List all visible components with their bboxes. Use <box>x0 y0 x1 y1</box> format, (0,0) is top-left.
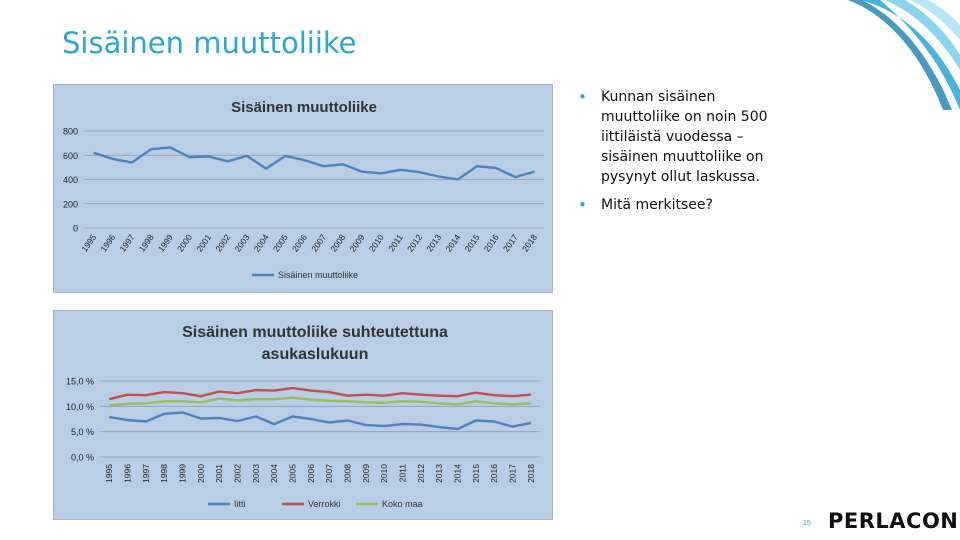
x-tick-label: 2000 <box>175 232 195 254</box>
x-tick-label: 1995 <box>79 232 99 254</box>
x-tick-label: 2011 <box>386 232 405 254</box>
x-tick-label: 2004 <box>269 464 280 483</box>
y-tick-label: 15,0 % <box>65 376 94 387</box>
x-tick-label: 2010 <box>379 464 390 483</box>
x-tick-label: 2009 <box>347 232 367 254</box>
x-tick-label: 2007 <box>309 232 329 254</box>
x-tick-label: 2001 <box>214 464 225 483</box>
x-tick-label: 1998 <box>136 232 156 254</box>
series-line <box>109 412 531 429</box>
x-tick-label: 2007 <box>324 464 335 483</box>
x-tick-label: 2015 <box>462 232 482 254</box>
x-tick-label: 2005 <box>270 232 290 254</box>
bullet-dot-icon: • <box>578 88 587 106</box>
series-line <box>94 147 535 179</box>
x-tick-label: 1996 <box>122 464 133 483</box>
y-tick-label: 600 <box>62 150 78 161</box>
x-tick-label: 2004 <box>251 232 271 254</box>
x-tick-label: 2013 <box>424 232 444 254</box>
x-tick-label: 2012 <box>405 232 425 254</box>
x-tick-label: 1998 <box>159 464 170 483</box>
x-tick-label: 2017 <box>500 232 520 254</box>
y-tick-label: 0,0 % <box>70 452 94 463</box>
x-tick-label: 1997 <box>117 232 137 254</box>
corner-swoosh-decoration <box>840 0 960 110</box>
legend-label: Iitti <box>234 499 246 509</box>
chart-migration-per-population-svg <box>54 311 552 519</box>
chart-internal-migration-svg <box>54 85 552 292</box>
x-tick-label: 2008 <box>328 232 348 254</box>
y-tick-label: 400 <box>62 175 78 185</box>
legend-label: Koko maa <box>382 499 423 509</box>
chart-migration-per-population <box>53 310 553 520</box>
company-logo: PERLACON <box>828 509 959 533</box>
x-tick-label: 2002 <box>232 464 243 483</box>
x-tick-label: 2002 <box>213 232 233 254</box>
bullet-text: Kunnan sisäinen muuttoliike on noin 500 iittiläistä vuodessa – sisäinen muuttoliike on pysynyt ollut laskussa. <box>601 89 768 185</box>
x-tick-label: 1996 <box>98 232 118 254</box>
bullet-item <box>578 87 778 187</box>
y-tick-label: 5,0 % <box>70 427 94 438</box>
series-line <box>109 398 531 406</box>
x-tick-label: 2018 <box>525 464 536 483</box>
x-tick-label: 2006 <box>290 232 310 254</box>
page-title: Sisäinen muuttoliike <box>62 26 357 60</box>
x-tick-label: 2005 <box>287 464 298 483</box>
y-tick-label: 200 <box>62 199 78 210</box>
y-tick-label: 800 <box>62 126 78 137</box>
bullet-dot-icon: • <box>578 196 587 214</box>
x-tick-label: 2001 <box>194 232 214 254</box>
y-tick-label: 0 <box>72 223 78 234</box>
x-tick-label: 2016 <box>481 232 501 254</box>
x-tick-label: 2011 <box>397 464 408 483</box>
x-tick-label: 1999 <box>155 232 175 254</box>
x-tick-label: 2015 <box>470 464 481 483</box>
x-tick-label: 2016 <box>489 464 500 483</box>
x-tick-label: 1997 <box>140 464 151 483</box>
x-tick-label: 2008 <box>342 464 353 483</box>
x-tick-label: 2003 <box>250 464 261 483</box>
x-tick-label: 1995 <box>104 464 115 483</box>
chart-title: Sisäinen muuttoliike <box>231 99 377 116</box>
page-number: 15 <box>803 520 811 527</box>
x-tick-label: 2006 <box>305 464 316 483</box>
x-tick-label: 2012 <box>415 464 426 483</box>
x-tick-label: 2013 <box>434 464 445 483</box>
x-tick-label: 1999 <box>177 464 188 483</box>
x-tick-label: 2003 <box>232 232 252 254</box>
legend-label: Verrokki <box>308 499 341 509</box>
x-tick-label: 2014 <box>443 232 463 254</box>
bullet-item <box>578 195 778 215</box>
x-tick-label: 2014 <box>452 464 463 483</box>
chart-title: asukaslukuun <box>261 346 369 363</box>
chart-title: Sisäinen muuttoliike suhteutettuna <box>182 324 448 341</box>
chart-internal-migration <box>53 84 553 293</box>
x-tick-label: 2000 <box>195 464 206 483</box>
y-tick-label: 10,0 % <box>65 401 94 412</box>
bullet-text: Mitä merkitsee? <box>601 197 713 213</box>
legend-label: Sisäinen muuttoliike <box>278 270 359 280</box>
x-tick-label: 2018 <box>520 232 540 254</box>
bullet-list <box>578 87 778 223</box>
x-tick-label: 2010 <box>366 232 386 254</box>
series-line <box>109 388 531 399</box>
x-tick-label: 2017 <box>507 464 518 483</box>
x-tick-label: 2009 <box>360 464 371 483</box>
